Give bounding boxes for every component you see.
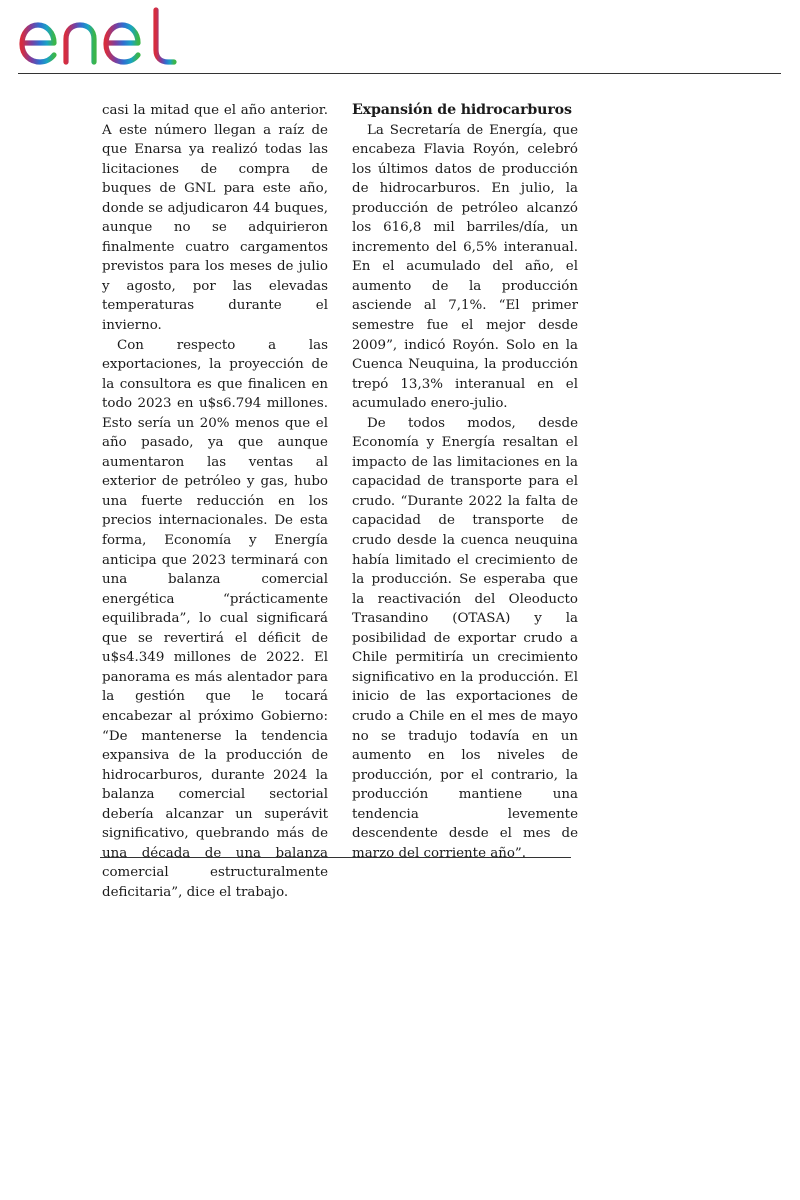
right-paragraph-1: La Secretaría de Energía, que encabeza Flavia Royón, celebró los últimos datos de producción de hidrocarburos. En julio, la producción de petróleo alcanzó los 616,8 mil barriles/día, un incremento del 6,5% interanual. En el acumulado del año, el aumento de la producción asciende al 7,1%. “El primer semestre fue el mejor desde 2009”, indicó Royón. Solo en la Cuenca Neuquina, la producción trepó 13,3% interanual en el acumulado enero-julio. <box>352 122 578 412</box>
header-divider <box>18 73 781 74</box>
left-paragraph-1: casi la mitad que el año anterior. A este número llegan a raíz de que Enarsa ya realizó todas las licitaciones de compra de buques de GNL para este año, donde se adjudicaron 44 buques, aunque no se adquirieron finalmente cuatro cargamentos previstos para los meses de julio y agosto, por las elevadas temperaturas durante el invierno. <box>102 103 328 334</box>
enel-logo <box>18 6 180 68</box>
left-paragraph-2: Con respecto a las exportaciones, la proyección de la consultora es que finalicen en todo 2023 en u$s6.794 millones. Esto sería un 20% menos que el año pasado, ya que aunque aumentaron las ventas al exterior de petróleo y gas, hubo una fuerte reducción en los precios internacionales. De esta forma, Economía y Energía anticipa que 2023 terminará con una balanza comercial energética “prácticamente equilibrada”, lo cual significará que se revertirá el déficit de u$s4.349 millones de 2022. El panorama es más alentador para la gestión que le tocará encabezar al próximo Gobierno: “De mantenerse la tendencia expansiva de la producción de hidrocarburos, durante 2024 la balanza comercial sectorial debería alcanzar un superávit significativo, quebrando más de una década de una balanza comercial estructuralmente deficitaria”, dice el trabajo. <box>102 337 328 900</box>
right-paragraph-2: De todos modos, desde Economía y Energía resaltan el impacto de las limitaciones en la capacidad de transporte para el crudo. “Durante 2022 la falta de capacidad de transporte de crudo desde la cuenca neuquina había limitado el crecimiento de la producción. Se esperaba que la reactivación del Oleoducto Trasandino (OTASA) y la posibilidad de exportar crudo a Chile permitiría un crecimiento significativo en la producción. El inicio de las exportaciones de crudo a Chile en el mes de mayo no se tradujo todavía en un aumento en los niveles de producción, por el contrario, la producción mantiene una tendencia levemente descendente desde el mes de marzo del corriente año”. <box>352 415 578 861</box>
article-right-column <box>352 101 578 863</box>
article-left-column <box>102 101 328 902</box>
footer-divider <box>100 857 571 858</box>
section-heading: Expansión de hidrocarburos <box>352 102 572 118</box>
